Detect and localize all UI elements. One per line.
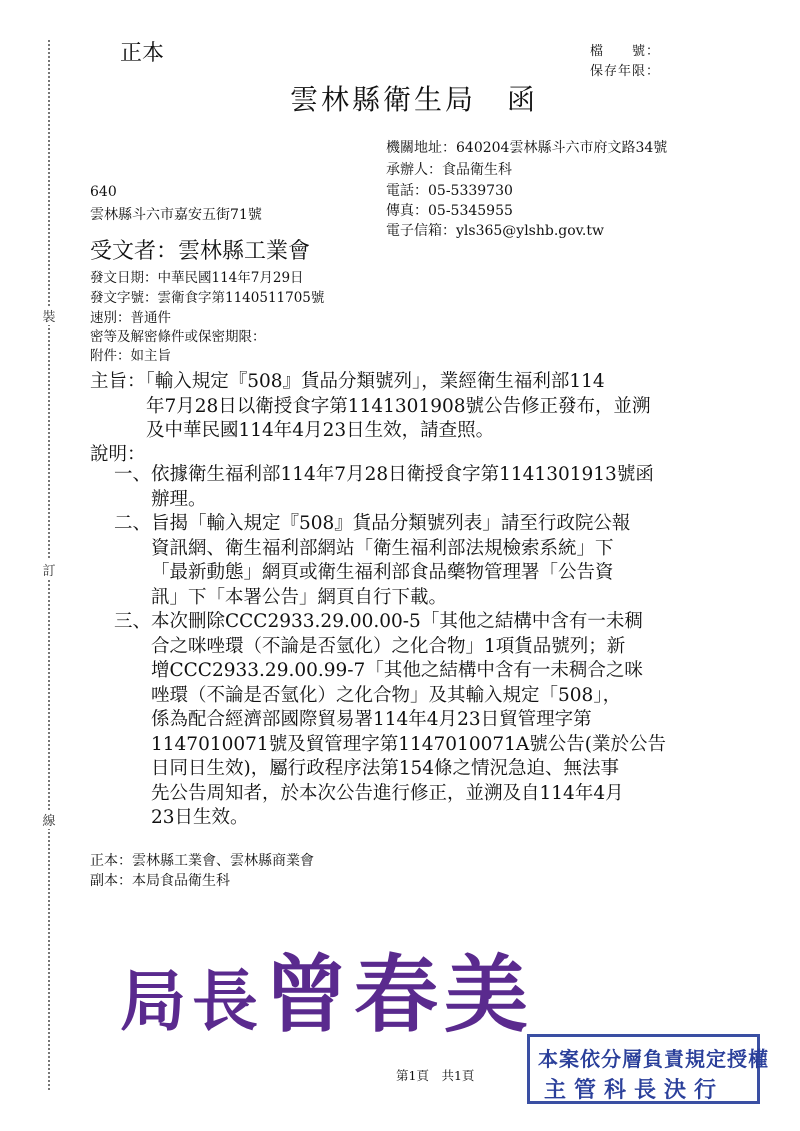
document-number: 發文字號：雲衛食字第1140511705號 [90, 290, 325, 306]
stamp-line-2: 主管科長決行 [544, 1078, 725, 1103]
explanation-line: 「最新動態」網頁或衛生福利部食品藥物管理署「公告資 [151, 562, 614, 583]
recipient: 受文者：雲林縣工業會 [90, 239, 311, 264]
explanation-item-2 [114, 512, 630, 610]
binding-mark-3: 線 [41, 810, 57, 829]
explanation-line: 唑環（不論是否氫化）之化合物」及其輸入規定「508」， [151, 684, 622, 706]
explanation-line: 三、本次刪除CCC2933.29.00.00-5「其他之結構中含有一未稠 [114, 611, 643, 632]
binding-mark-2: 訂 [41, 560, 57, 579]
explanation-line: 資訊網、衛生福利部網站「衛生福利部法規檢索系統」下 [151, 537, 614, 559]
document-title: 雲林縣衛生局 函 [290, 83, 539, 116]
copy-recipients: 副本：本局食品衛生科 [90, 873, 230, 889]
explanation-line: 二、旨揭「輸入規定『508』貨品分類號列表」請至行政院公報 [114, 513, 631, 534]
explanation-line: 1147010071號及貿管理字第1147010071A號公告(業於公告 [151, 733, 666, 755]
agency-fax: 傳真：05-5345955 [386, 203, 513, 219]
agency-phone: 電話：05-5339730 [386, 183, 513, 199]
file-number-label: 檔 號： [590, 44, 661, 59]
explanation-line: 23日生效。 [151, 807, 249, 828]
explanation-item-3 [114, 610, 666, 831]
explanation-line: 訊」下「本署公告」網頁自行下載。 [151, 586, 448, 608]
stamp-line-1: 本案依分層負責規定授權 [538, 1047, 769, 1071]
director-signature [120, 928, 534, 1049]
subject-line: 年7月28日以衛授食字第1141301908號公告修正發布，並溯 [146, 395, 651, 417]
explanation-line: 合之咪唑環（不論是否氫化）之化合物」1項貨品號列；新 [151, 635, 626, 657]
signature-name: 曾春美 [264, 945, 535, 1044]
explanation-line: 日同日生效)，屬行政程序法第154條之情況急迫、無法事 [151, 758, 620, 779]
recipient-street: 雲林縣斗六市嘉安五街71號 [90, 207, 262, 223]
explanation-line: 增CCC2933.29.00.99-7「其他之結構中含有一未稠合之咪 [151, 660, 643, 681]
agency-contact: 承辦人：食品衛生科 [386, 162, 512, 178]
agency-address: 機關地址：640204雲林縣斗六市府文路34號 [386, 140, 668, 156]
delegation-stamp [527, 1034, 769, 1104]
subject-line: 主旨：「輸入規定『508』貨品分類號列」，業經衛生福利部114 [90, 371, 605, 392]
explanation-line: 先公告周知者，於本次公告進行修正，並溯及自114年4月 [151, 782, 624, 804]
explanation-line: 一、依據衛生福利部114年7月28日衛授食字第1141301913號函 [114, 464, 654, 485]
agency-email: 電子信箱：yls365@ylshb.gov.tw [386, 223, 604, 239]
attachment: 附件：如主旨 [90, 348, 171, 364]
binding-mark-1: 裝 [41, 306, 57, 325]
explanation-line: 辦理。 [151, 488, 207, 510]
subject [90, 370, 651, 444]
issue-date: 發文日期：中華民國114年7月29日 [90, 270, 304, 286]
copy-type-label: 正本 [120, 41, 165, 66]
recipient-zip: 640 [90, 184, 117, 200]
delivery-speed: 速別：普通件 [90, 310, 171, 326]
explanation-item-1 [114, 463, 654, 512]
security-level: 密等及解密條件或保密期限： [90, 329, 266, 345]
explanation-heading: 說明： [90, 444, 146, 465]
subject-line: 及中華民國114年4月23日生效，請查照。 [146, 420, 495, 441]
retention-label: 保存年限： [590, 64, 661, 79]
signature-title: 局長 [120, 962, 264, 1040]
original-recipients: 正本：雲林縣工業會、雲林縣商業會 [90, 853, 314, 869]
explanation-line: 係為配合經濟部國際貿易署114年4月23日貿管理字第 [151, 709, 592, 730]
page-number: 第1頁 共1頁 [396, 1068, 475, 1083]
